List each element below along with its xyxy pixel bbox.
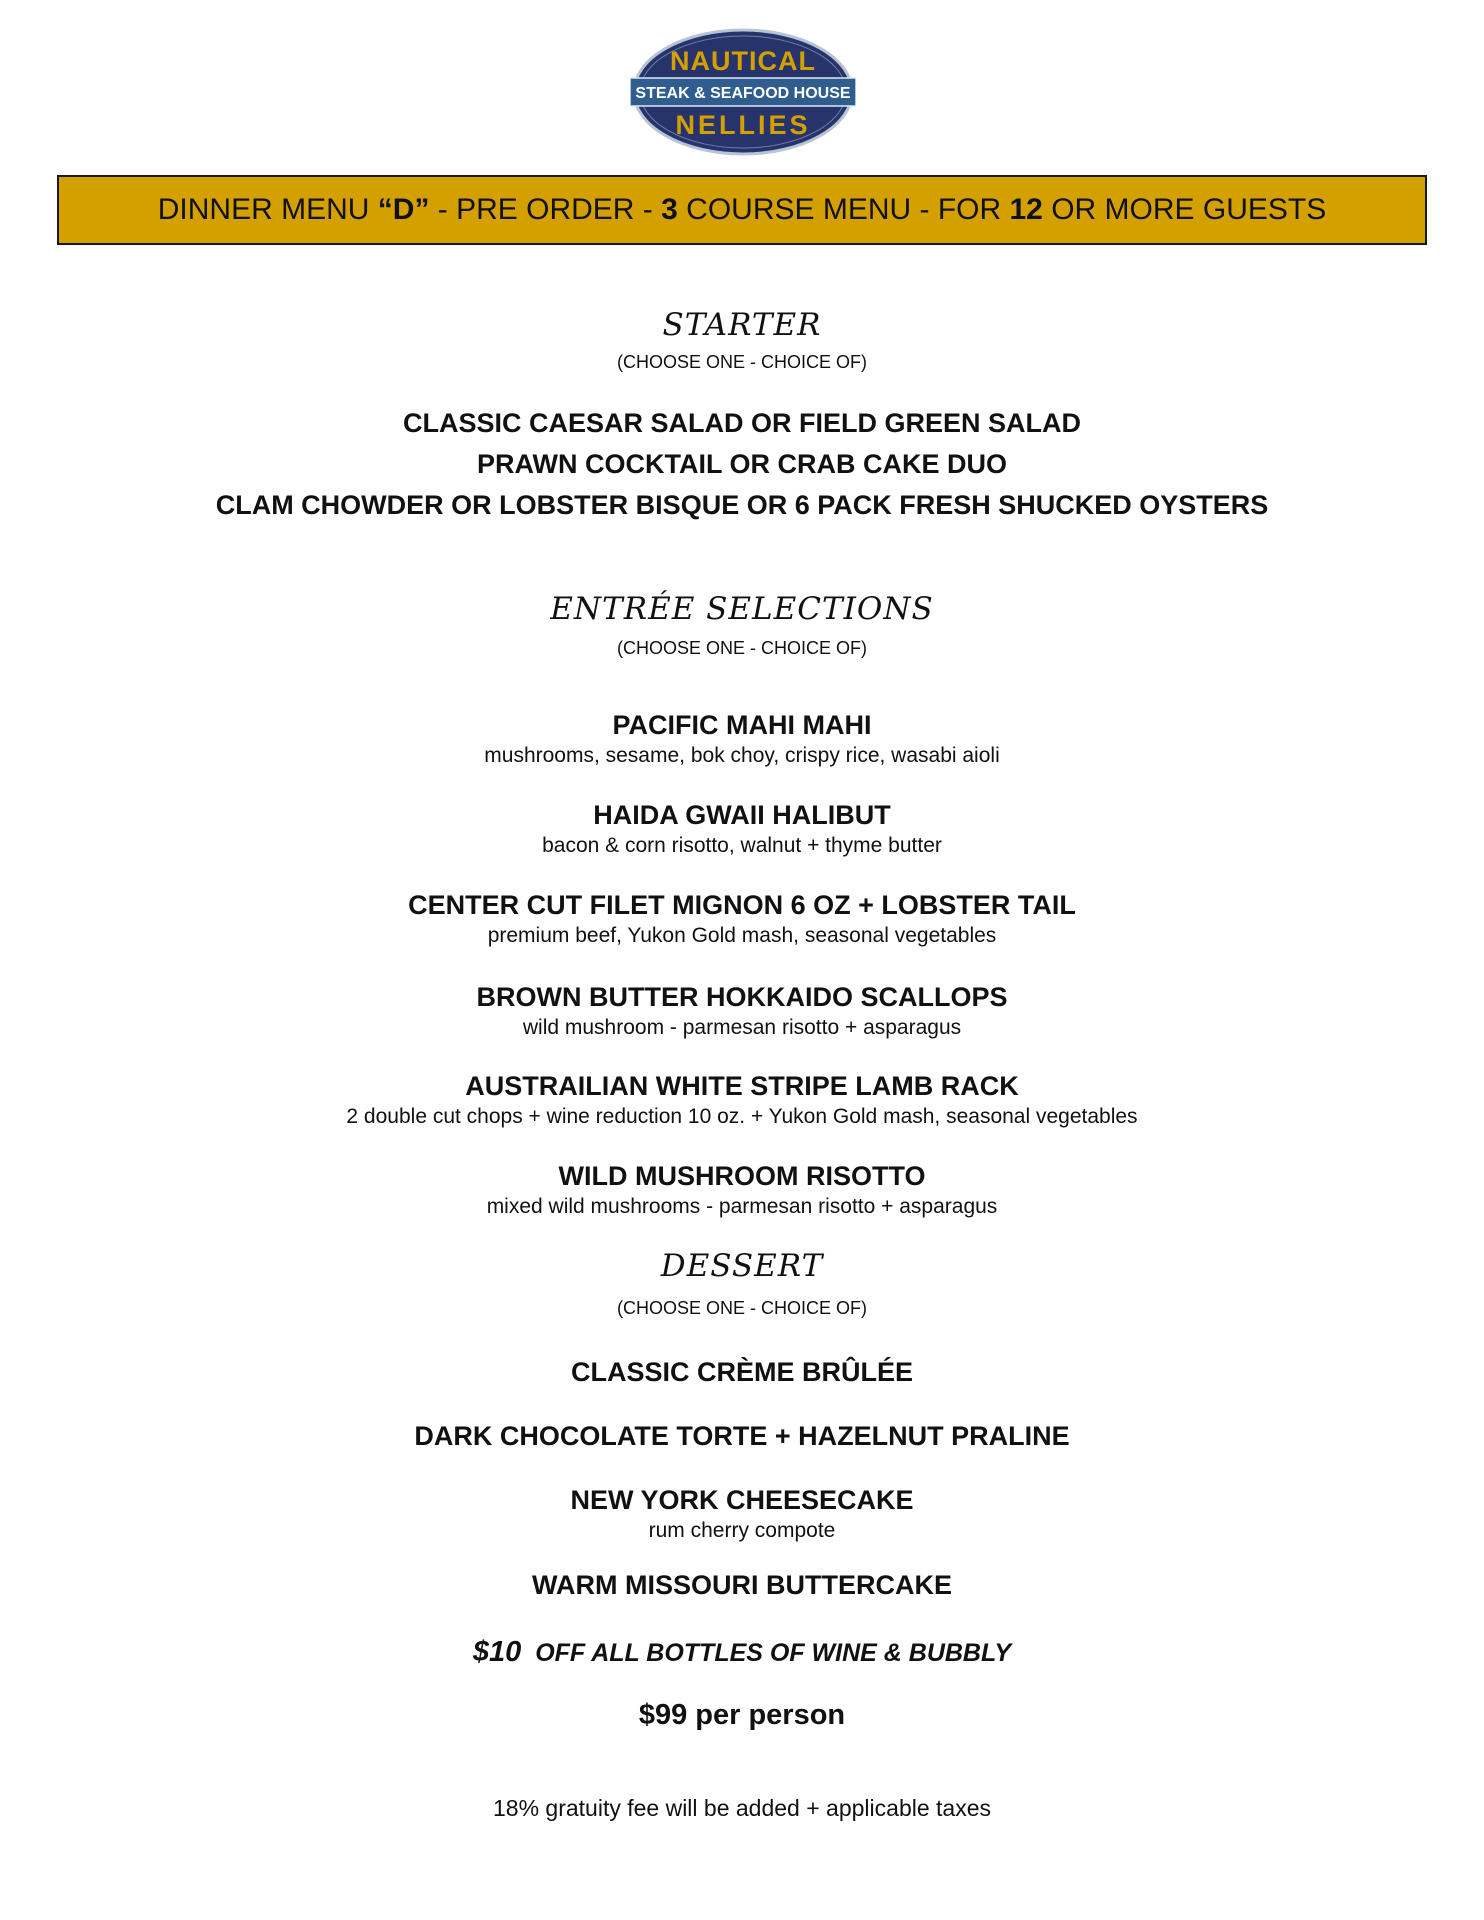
dessert-item-name: NEW YORK CHEESECAKE [570, 1485, 914, 1515]
starter-line: CLASSIC CAESAR SALAD OR FIELD GREEN SALAD [402, 408, 1082, 438]
wine-promo [0, 1636, 1484, 1669]
promo-amount: $10 [472, 1636, 522, 1668]
starter-line: CLAM CHOWDER OR LOBSTER BISQUE OR 6 PACK FRESH SHUCKED OYSTERS [215, 490, 1269, 520]
entree-item-desc: wild mushroom - parmesan risotto + asparagus [522, 1016, 962, 1039]
entree-item-desc: mushrooms, sesame, bok choy, crispy rice, wasabi aioli [484, 744, 1000, 767]
menu-banner [57, 175, 1427, 245]
entree-item-desc: premium beef, Yukon Gold mash, seasonal vegetables [487, 924, 997, 947]
gratuity-note: 18% gratuity fee will be added + applicable taxes [492, 1795, 991, 1821]
entree-title: ENTRÉE SELECTIONS [550, 591, 934, 627]
dessert-item-name: CLASSIC CRÈME BRÛLÉE [570, 1357, 914, 1387]
svg-text:NAUTICAL: NAUTICAL [670, 46, 816, 76]
entree-item-name: CENTER CUT FILET MIGNON 6 OZ + LOBSTER TAIL [408, 890, 1076, 920]
dessert-item-desc: rum cherry compote [648, 1519, 836, 1542]
entree-item-desc: bacon & corn risotto, walnut + thyme butter [542, 834, 942, 857]
entree-item-desc: mixed wild mushrooms - parmesan risotto + asparagus [486, 1195, 998, 1218]
entree-item-desc: 2 double cut chops + wine reduction 10 oz. + Yukon Gold mash, seasonal vegetables [346, 1105, 1138, 1128]
starter-title: STARTER [662, 307, 822, 343]
svg-text:NELLIES: NELLIES [675, 110, 811, 140]
dessert-item-name: WARM MISSOURI BUTTERCAKE [532, 1570, 952, 1600]
dessert-item-name: DARK CHOCOLATE TORTE + HAZELNUT PRALINE [414, 1421, 1070, 1451]
entree-note: (CHOOSE ONE - CHOICE OF) [616, 638, 867, 658]
restaurant-logo [630, 26, 856, 158]
starter-note: (CHOOSE ONE - CHOICE OF) [616, 352, 867, 372]
dessert-title: DESSERT [660, 1248, 824, 1284]
entree-item-name: HAIDA GWAII HALIBUT [593, 800, 891, 830]
svg-text:STEAK & SEAFOOD HOUSE: STEAK & SEAFOOD HOUSE [635, 85, 851, 102]
entree-item-name: BROWN BUTTER HOKKAIDO SCALLOPS [476, 982, 1008, 1012]
starter-line: PRAWN COCKTAIL OR CRAB CAKE DUO [477, 449, 1007, 479]
price-per-person: $99 per person [638, 1699, 846, 1731]
promo-text: OFF ALL BOTTLES OF WINE & BUBBLY [535, 1639, 1012, 1667]
entree-item-name: PACIFIC MAHI MAHI [612, 710, 872, 740]
banner-text: DINNER MENU “D” - PRE ORDER - 3 COURSE MENU - FOR 12 OR MORE GUESTS [157, 193, 1327, 226]
entree-item-name: WILD MUSHROOM RISOTTO [558, 1161, 926, 1191]
entree-item-name: AUSTRAILIAN WHITE STRIPE LAMB RACK [465, 1071, 1019, 1101]
dessert-note: (CHOOSE ONE - CHOICE OF) [616, 1298, 867, 1318]
